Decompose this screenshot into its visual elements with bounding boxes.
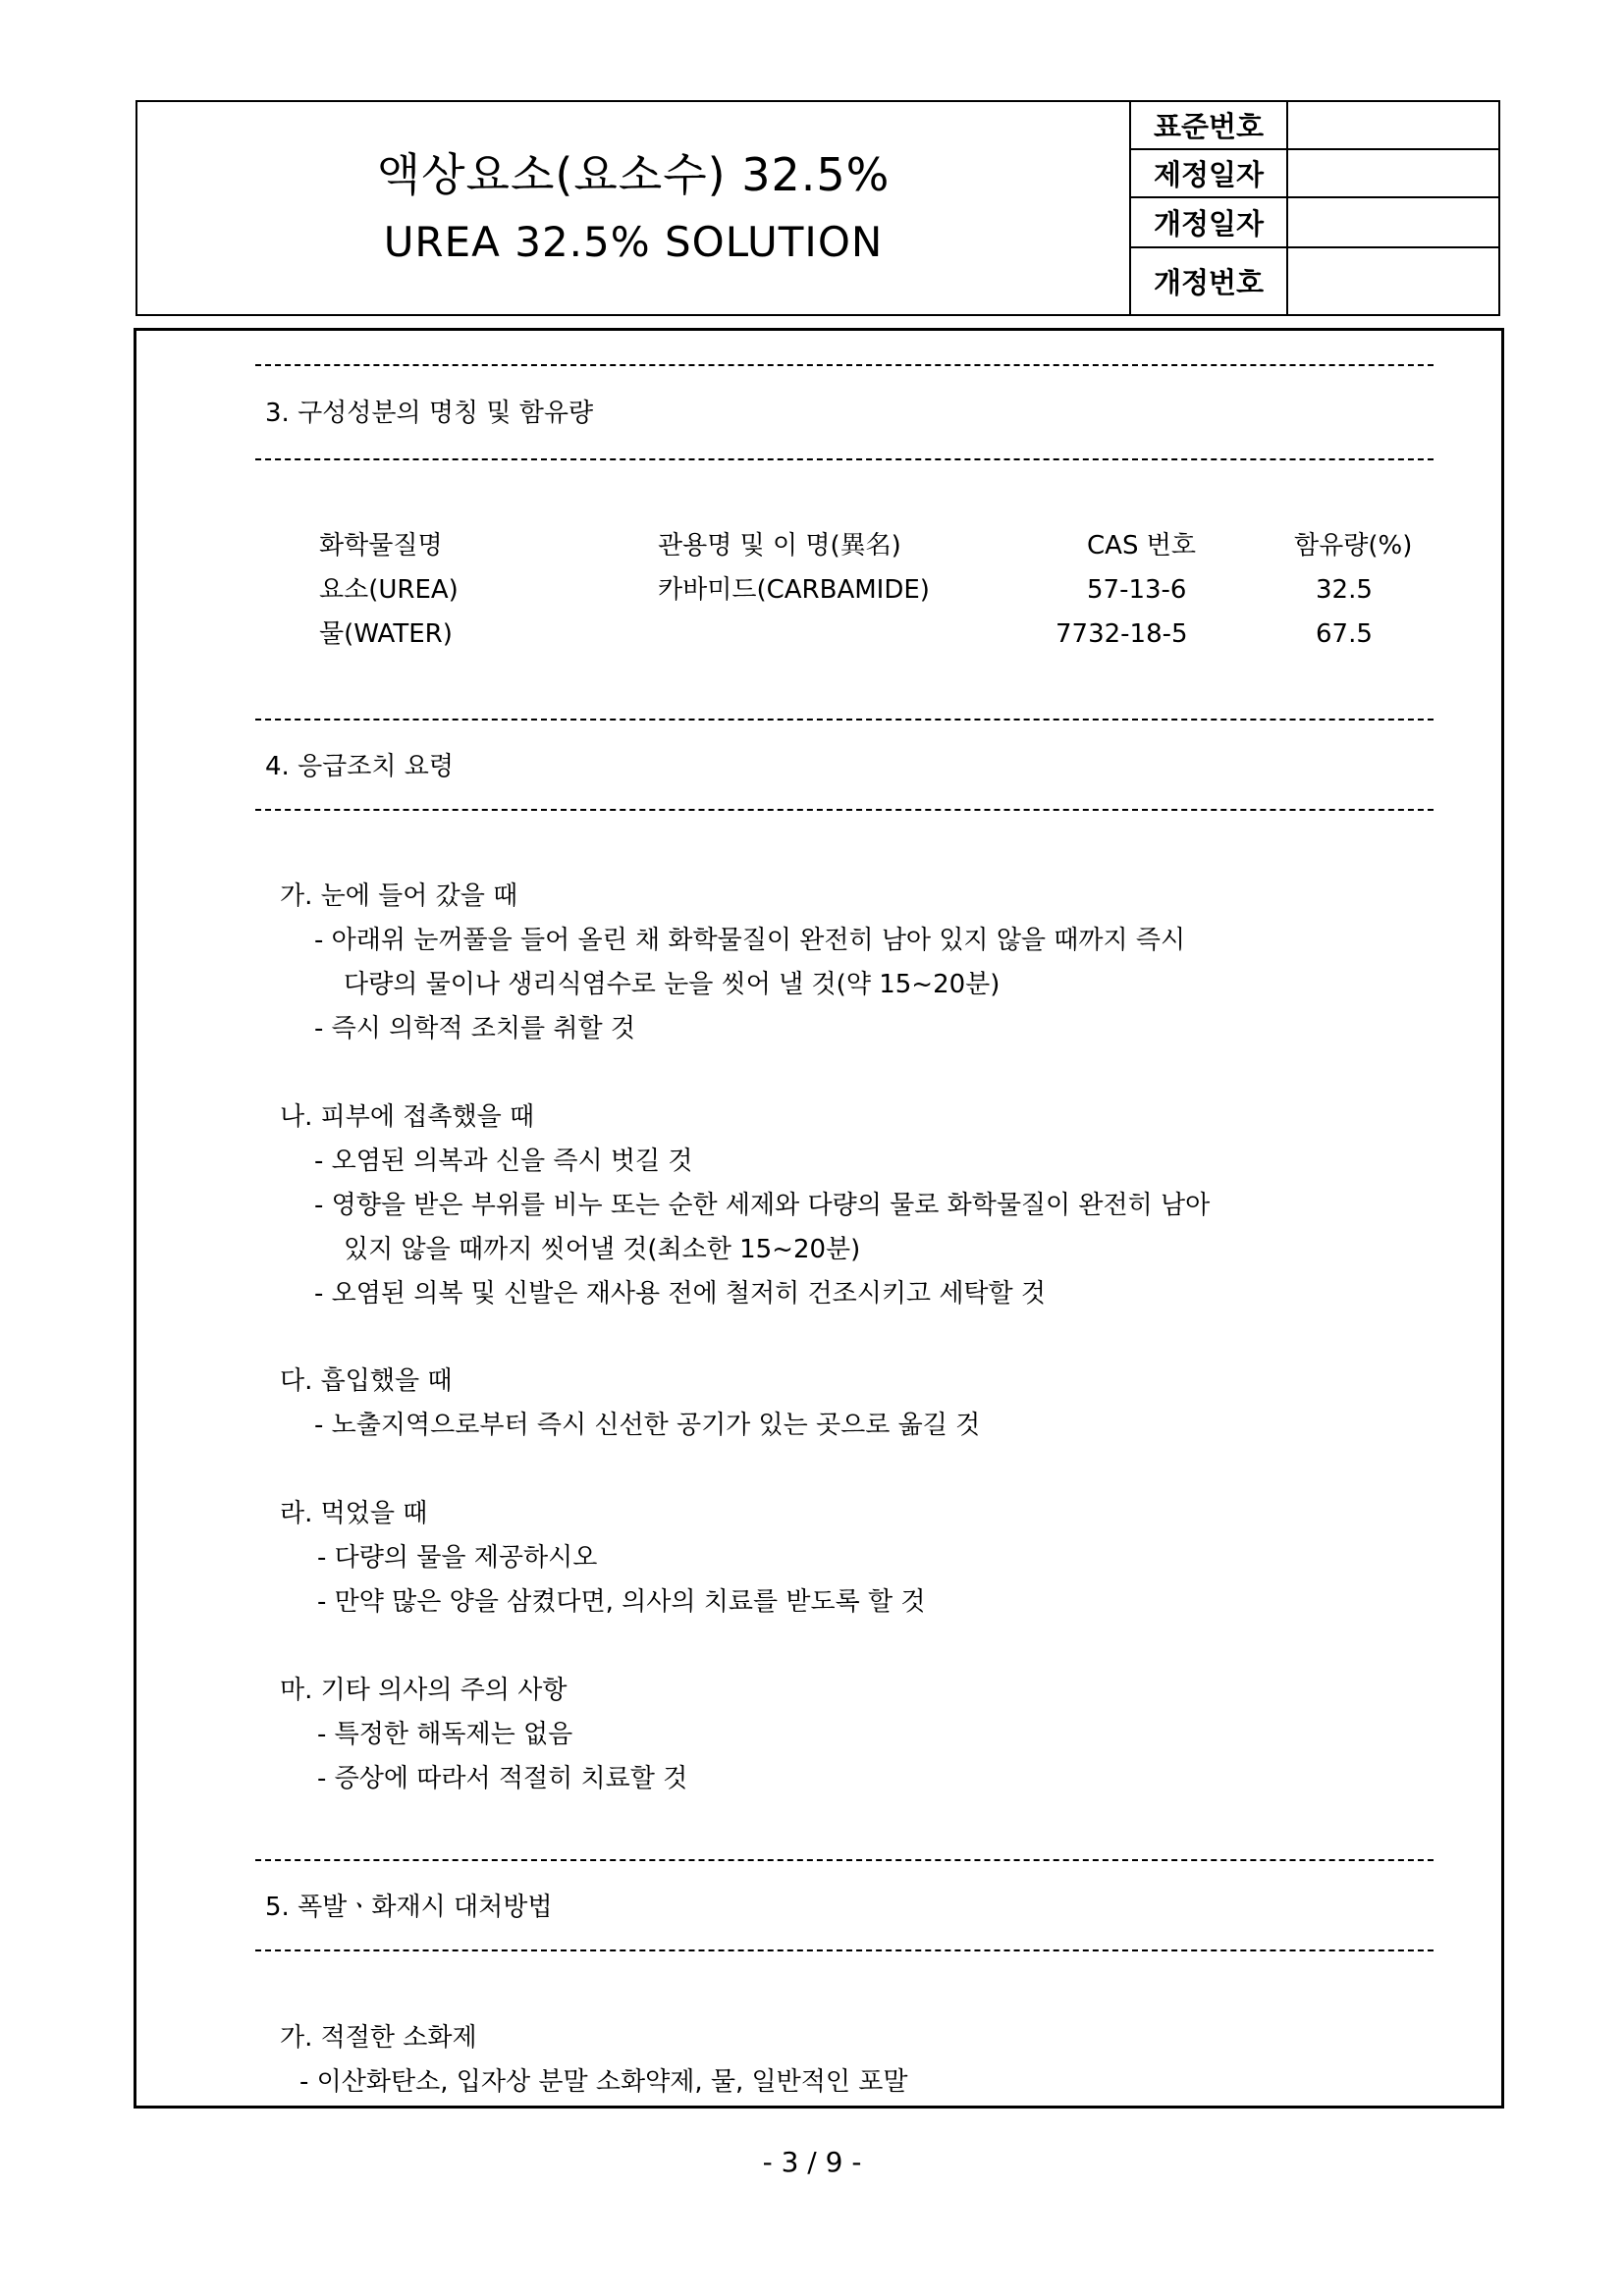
column-header-cas-number: CAS 번호 — [1087, 531, 1196, 561]
subsection-title: 마. 기타 의사의 주의 사항 — [280, 1676, 568, 1705]
list-item: - 이산화탄소, 입자상 분말 소화약제, 물, 일반적인 포말 — [299, 2067, 908, 2097]
subsection-title: 라. 먹었을 때 — [280, 1499, 428, 1528]
list-item: - 특정한 해독제는 없음 — [317, 1720, 573, 1749]
divider — [255, 1859, 1434, 1861]
divider — [255, 809, 1434, 811]
list-item: - 영향을 받은 부위를 비누 또는 순한 세제와 다량의 물로 화학물질이 완전히 남아 — [314, 1191, 1211, 1220]
section-3-title: 3. 구성성분의 명칭 및 함유량 — [265, 399, 594, 428]
list-item: - 즉시 의학적 조치를 취할 것 — [314, 1014, 635, 1043]
table-cell: 카바미드(CARBAMIDE) — [658, 575, 930, 605]
value-standard-number — [1288, 102, 1498, 148]
table-cell: 67.5 — [1316, 619, 1373, 649]
subsection-title: 나. 피부에 접촉했을 때 — [280, 1102, 535, 1132]
column-header-content: 함유량(%) — [1294, 531, 1413, 561]
table-cell: 물(WATER) — [319, 619, 453, 649]
title-korean: 액상요소(요소수) 32.5% — [376, 148, 891, 201]
header-info-table — [1129, 102, 1498, 314]
list-item: 다량의 물이나 생리식염수로 눈을 씻어 낼 것(약 15~20분) — [344, 970, 1001, 999]
list-item: - 증상에 따라서 적절히 치료할 것 — [317, 1764, 688, 1793]
subsection-title: 다. 흡입했을 때 — [280, 1366, 453, 1396]
value-revision-date — [1288, 198, 1498, 246]
document-header — [135, 100, 1500, 316]
label-revision-date: 개정일자 — [1131, 198, 1288, 246]
divider — [255, 1949, 1434, 1951]
list-item: - 아래위 눈꺼풀을 들어 올린 채 화학물질이 완전히 남아 있지 않을 때까지 즉시 — [314, 926, 1186, 955]
row-established-date — [1131, 150, 1498, 198]
label-standard-number: 표준번호 — [1131, 102, 1288, 148]
label-revision-number: 개정번호 — [1131, 248, 1288, 314]
list-item: - 오염된 의복과 신을 즉시 벗길 것 — [314, 1147, 693, 1176]
section-5-title: 5. 폭발ㆍ화재시 대처방법 — [265, 1893, 553, 1922]
table-cell: 요소(UREA) — [319, 575, 459, 605]
column-header-chemical-name: 화학물질명 — [319, 531, 443, 561]
list-item: - 노출지역으로부터 즉시 신선한 공기가 있는 곳으로 옮길 것 — [314, 1411, 981, 1440]
row-revision-number — [1131, 248, 1498, 314]
list-item: - 오염된 의복 및 신발은 재사용 전에 철저히 건조시키고 세탁할 것 — [314, 1279, 1047, 1308]
column-header-common-name: 관용명 및 이 명(異名) — [658, 531, 901, 561]
table-cell: 7732-18-5 — [1056, 619, 1188, 649]
title-english: UREA 32.5% SOLUTION — [383, 218, 884, 266]
label-established-date: 제정일자 — [1131, 150, 1288, 196]
subsection-title: 가. 눈에 들어 갔을 때 — [280, 881, 518, 911]
subsection-title: 가. 적절한 소화제 — [280, 2023, 477, 2053]
table-cell: 32.5 — [1316, 575, 1373, 605]
row-revision-date — [1131, 198, 1498, 248]
page-number: - 3 / 9 - — [762, 2146, 862, 2178]
value-established-date — [1288, 150, 1498, 196]
list-item: 있지 않을 때까지 씻어낼 것(최소한 15~20분) — [344, 1235, 861, 1264]
divider — [255, 719, 1434, 721]
divider — [255, 364, 1434, 366]
divider — [255, 458, 1434, 460]
table-cell: 57-13-6 — [1087, 575, 1187, 605]
list-item: - 다량의 물을 제공하시오 — [317, 1543, 598, 1573]
row-standard-number — [1131, 102, 1498, 150]
section-4-title: 4. 응급조치 요령 — [265, 752, 455, 781]
list-item: - 만약 많은 양을 삼켰다면, 의사의 치료를 받도록 할 것 — [317, 1587, 926, 1617]
value-revision-number — [1288, 248, 1498, 314]
header-title-block — [137, 102, 1129, 314]
